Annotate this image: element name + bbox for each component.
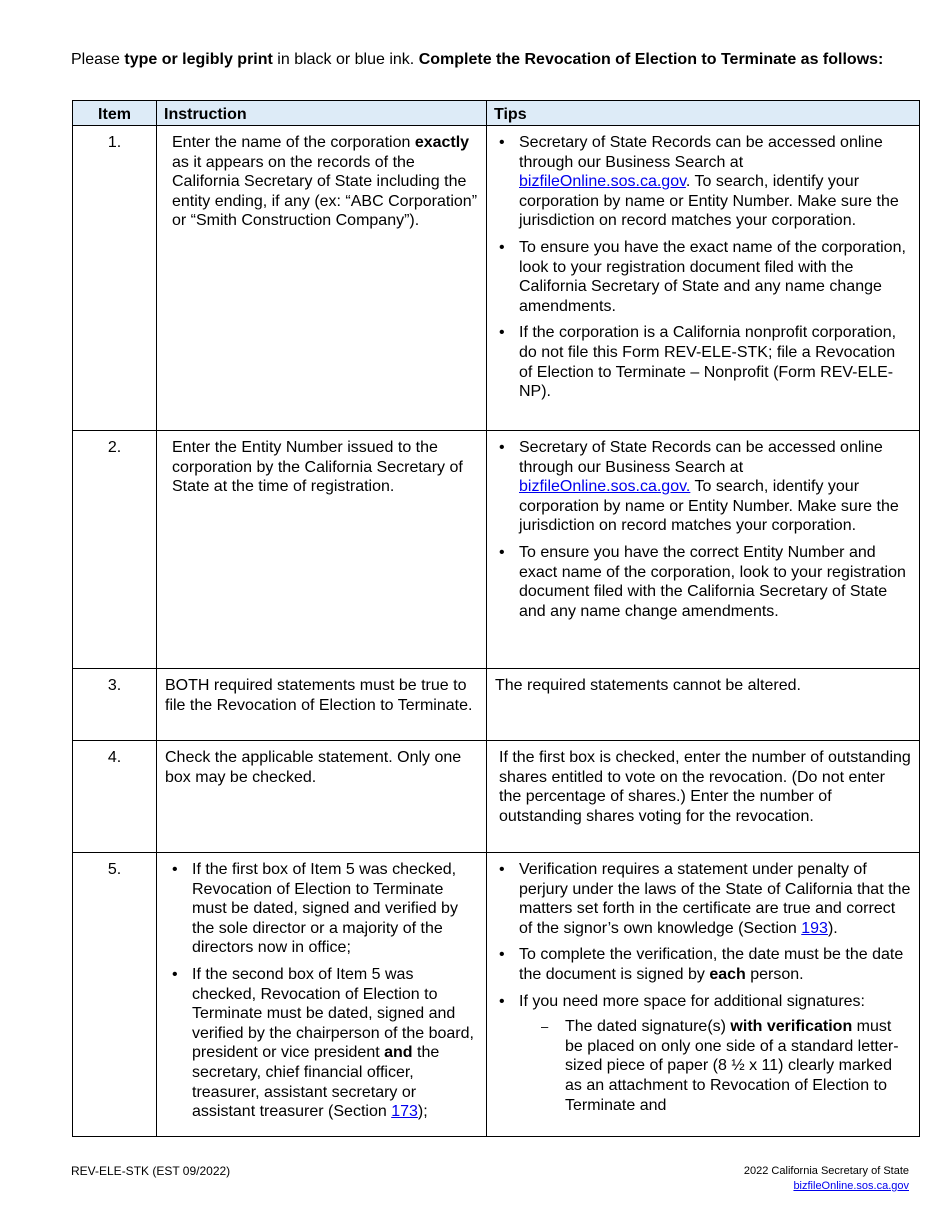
sub-list [519, 1017, 911, 1115]
tips-list [499, 133, 911, 402]
table-row-4 [73, 741, 920, 853]
tip-text: Secretary of State Records can be accessed online through our Business Search at [519, 134, 883, 171]
bizfile-link[interactable]: bizfileOnline.sos.ca.gov. [519, 478, 691, 496]
intro-text-2: in black or blue ink. [272, 51, 419, 68]
intro-text-1: Please [71, 51, 125, 68]
tip-text: must be placed on only one side of a standard letter-sized piece of paper (8 ½ x 11) clearly marked as an attachment to Revocation of Election to Terminate and [565, 1018, 899, 1114]
instruction-bold: and [384, 1044, 413, 1062]
footer-right [744, 1164, 909, 1194]
table-row-5 [73, 853, 920, 1137]
instruction-text: If the second box of Item 5 was checked, Revocation of Election to Terminate must be dated, signed and verified by the chairperson of the board, president or vice president [192, 965, 474, 1062]
section-193-link[interactable]: 193 [801, 919, 828, 937]
table-row-3 [73, 669, 920, 741]
tip-text: To search, identify your corporation by name or Entity Number. Make sure the jurisdiction on record matches your corporation. [519, 478, 899, 535]
list-item [499, 992, 911, 1116]
intro-instructions [71, 50, 901, 69]
section-173-link[interactable]: 173 [391, 1103, 418, 1121]
list-item [172, 965, 478, 1122]
item-number: 3. [73, 669, 157, 741]
tips-list [499, 438, 911, 621]
instruction-cell: Check the applicable statement. Only one box may be checked. [157, 741, 487, 853]
item-number: 4. [73, 741, 157, 853]
tip-bold: with verification [730, 1018, 853, 1036]
item-number: 1. [73, 126, 157, 431]
item-number: 2. [73, 431, 157, 669]
table-header-row [73, 101, 920, 126]
tips-cell [487, 126, 920, 431]
footer-bizfile-link[interactable]: bizfileOnline.sos.ca.gov [793, 1180, 909, 1192]
tips-cell: If the first box is checked, enter the number of outstanding shares entitled to vote on the revocation. (Do not enter the percentage of shares.) Enter the number of outstanding shares voting for the revocation. [487, 741, 920, 853]
tips-cell [487, 431, 920, 669]
list-item: • If the first box of Item 5 was checked, Revocation of Election to Terminate must be dated, signed and verified by the sole director or a majority of the directors now in office; [172, 860, 478, 958]
bizfile-link[interactable]: bizfileOnline.sos.ca.gov [519, 173, 686, 191]
table-row-1 [73, 126, 920, 431]
copyright: 2022 California Secretary of State [743, 1165, 909, 1177]
instruction-text: as it appears on the records of the California Secretary of State including the entity ending, if any (ex: “ABC Corporation” or “Smith Construction Company”). [172, 153, 478, 230]
tip-bold: each [709, 965, 746, 983]
instruction-cell: Enter the Entity Number issued to the corporation by the California Secretary of State at the time of registration. [157, 431, 487, 669]
item-number: 5. [73, 853, 157, 1137]
table-row-2 [73, 431, 920, 669]
sub-list-item [541, 1017, 911, 1115]
list-item [499, 133, 911, 231]
header-tips: Tips [487, 101, 920, 126]
instruction-text: ); [417, 1103, 428, 1121]
instruction-cell [157, 853, 487, 1137]
instruction-list [172, 860, 478, 1122]
list-item: • If the corporation is a California nonprofit corporation, do not file this Form REV-ELE-STK; file a Revocation of Election to Terminate – Nonprofit (Form REV-ELE-NP). [499, 323, 911, 401]
tip-text: The dated signature(s) [565, 1018, 731, 1036]
tips-list [499, 860, 911, 1115]
tip-text: ). [827, 919, 838, 937]
instruction-cell [157, 126, 487, 431]
instruction-text: Enter the name of the corporation [172, 134, 415, 151]
header-item: Item [73, 101, 157, 126]
list-item [499, 438, 911, 536]
tip-text: To complete the verification, the date must be the date the document is signed by [519, 946, 904, 983]
intro-bold-2: Complete the Revocation of Election to Terminate as follows: [418, 51, 884, 68]
tips-cell [487, 853, 920, 1137]
tips-cell: The required statements cannot be altered. [487, 669, 920, 741]
tip-text: . To search, identify your corporation by name or Entity Number. Make sure the jurisdiction on record matches your corporation. [519, 173, 899, 230]
list-item [499, 945, 911, 984]
tip-text: Secretary of State Records can be accessed online through our Business Search at [519, 439, 883, 476]
list-item: • To ensure you have the correct Entity Number and exact name of the corporation, look to your registration document filed with the California Secretary of State and any name change amendments. [499, 543, 911, 621]
instructions-table [72, 100, 920, 1137]
intro-bold-1: type or legibly print [124, 51, 273, 68]
header-instruction: Instruction [157, 101, 487, 126]
form-code: REV-ELE-STK (EST 09/2022) [71, 1164, 231, 1178]
tip-text: If you need more space for additional signatures: [519, 992, 865, 1010]
instruction-text: the secretary, chief financial officer, treasurer, assistant secretary or assistant treasurer (Section [192, 1044, 440, 1121]
list-item: • To ensure you have the exact name of the corporation, look to your registration document filed with the California Secretary of State and any name change amendments. [499, 238, 911, 316]
tip-text: Verification requires a statement under penalty of perjury under the laws of the State of California that the matters set forth in the certificate are true and correct of the signor’s own knowledge (Section [519, 861, 911, 937]
list-item [499, 860, 911, 938]
instruction-bold: exactly [414, 134, 470, 151]
tip-text: person. [745, 965, 804, 983]
instruction-cell: BOTH required statements must be true to file the Revocation of Election to Terminate. [157, 669, 487, 741]
